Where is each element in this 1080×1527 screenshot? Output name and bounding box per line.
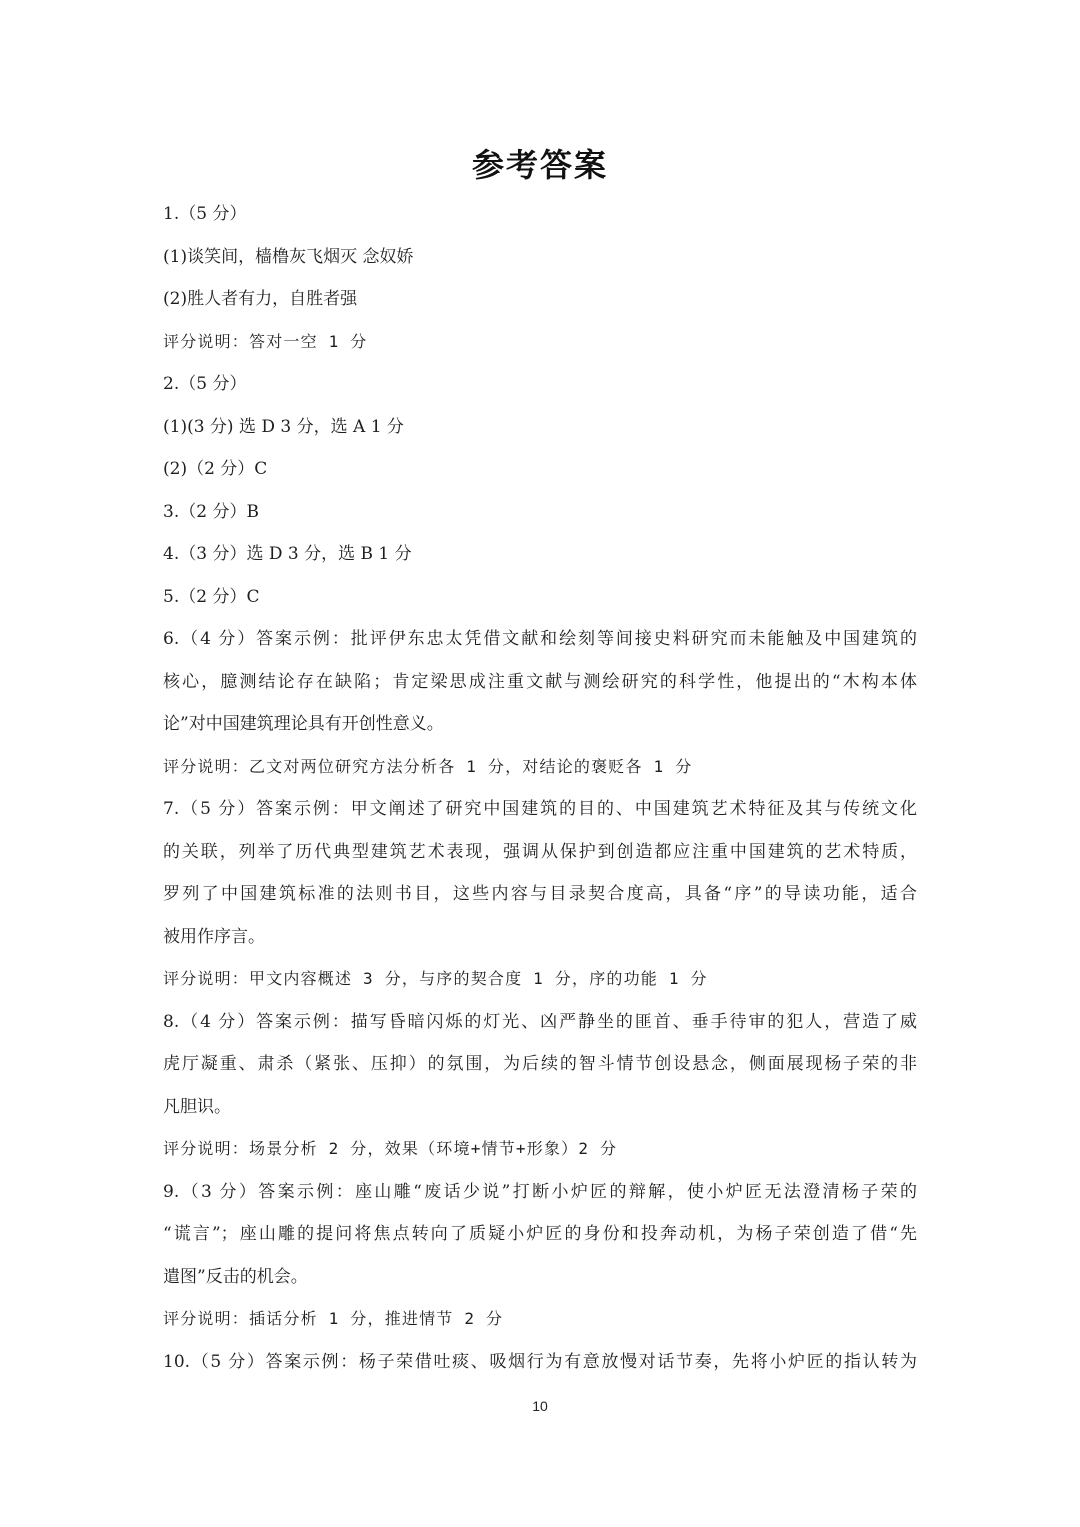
answer-content [163, 193, 917, 1383]
answer-line: 凡胆识。 [163, 1096, 231, 1117]
answer-line: 虎厅凝重、肃杀（紧张、压抑）的氛围，为后续的智斗情节创设悬念，侧面展现杨子荣的非 [163, 1054, 917, 1074]
answer-line: (1)(3 分) 选 D 3 分，选 A 1 分 [163, 416, 404, 437]
answer-line: 4.（3 分）选 D 3 分，选 B 1 分 [163, 544, 412, 564]
scoring-note-line: 评分说明：场景分析 2 分，效果（环境+情节+形象）2 分 [163, 1139, 618, 1158]
answer-line: 5.（2 分）C [163, 586, 260, 607]
scoring-note-line: 评分说明：甲文内容概述 3 分，与序的契合度 1 分，序的功能 1 分 [163, 969, 708, 988]
answer-line: 罗列了中国建筑标准的法则书目，这些内容与目录契合度高，具备“序”的导读功能，适合 [163, 884, 917, 904]
answer-line: 1.（5 分） [163, 204, 247, 224]
scoring-note-line: 评分说明：答对一空 1 分 [163, 331, 368, 351]
answer-line: 遣图”反击的机会。 [163, 1266, 308, 1287]
answer-line: (1)谈笑间，樯橹灰飞烟灭 念奴娇 [163, 246, 414, 267]
answer-line: 核心，臆测结论存在缺陷；肯定梁思成注重文献与测绘研究的科学性，他提出的“木构本体 [163, 671, 917, 692]
scoring-note-line: 评分说明：乙文对两位研究方法分析各 1 分，对结论的褒贬各 1 分 [163, 756, 693, 776]
answer-line: 2.（5 分） [163, 374, 247, 394]
answer-line: 论”对中国建筑理论具有开创性意义。 [163, 714, 444, 734]
page-title: 参考答案 [471, 146, 608, 184]
page-number: 10 [532, 1398, 548, 1414]
answer-line: “谎言”；座山雕的提问将焦点转向了质疑小炉匠的身份和投奔动机，为杨子荣创造了借“先 [163, 1224, 917, 1244]
answer-line: 3.（2 分）B [163, 501, 259, 522]
scoring-note-line: 评分说明：插话分析 1 分，推进情节 2 分 [163, 1309, 504, 1328]
answer-line: 6.（4 分）答案示例：批评伊东忠太凭借文献和绘刻等间接史料研究而未能触及中国建筑的 [163, 629, 917, 649]
answer-line: 7.（5 分）答案示例：甲文阐述了研究中国建筑的目的、中国建筑艺术特征及其与传统文化 [163, 799, 917, 819]
answer-line: 9.（3 分）答案示例：座山雕“废话少说”打断小炉匠的辩解，使小炉匠无法澄清杨子荣的 [163, 1181, 917, 1202]
answer-line: 的关联，列举了历代典型建筑艺术表现，强调从保护到创造都应注重中国建筑的艺术特质， [163, 841, 917, 862]
answer-line: (2)胜人者有力，自胜者强 [163, 289, 358, 309]
answer-line: 10.（5 分）答案示例：杨子荣借吐痰、吸烟行为有意放慢对话节奏，先将小炉匠的指认转为 [163, 1351, 917, 1372]
answer-line: 被用作序言。 [163, 926, 265, 947]
answer-line: (2)（2 分）C [163, 459, 268, 479]
answer-line: 8.（4 分）答案示例：描写昏暗闪烁的灯光、凶严静坐的匪首、垂手待审的犯人，营造了威 [163, 1011, 917, 1032]
